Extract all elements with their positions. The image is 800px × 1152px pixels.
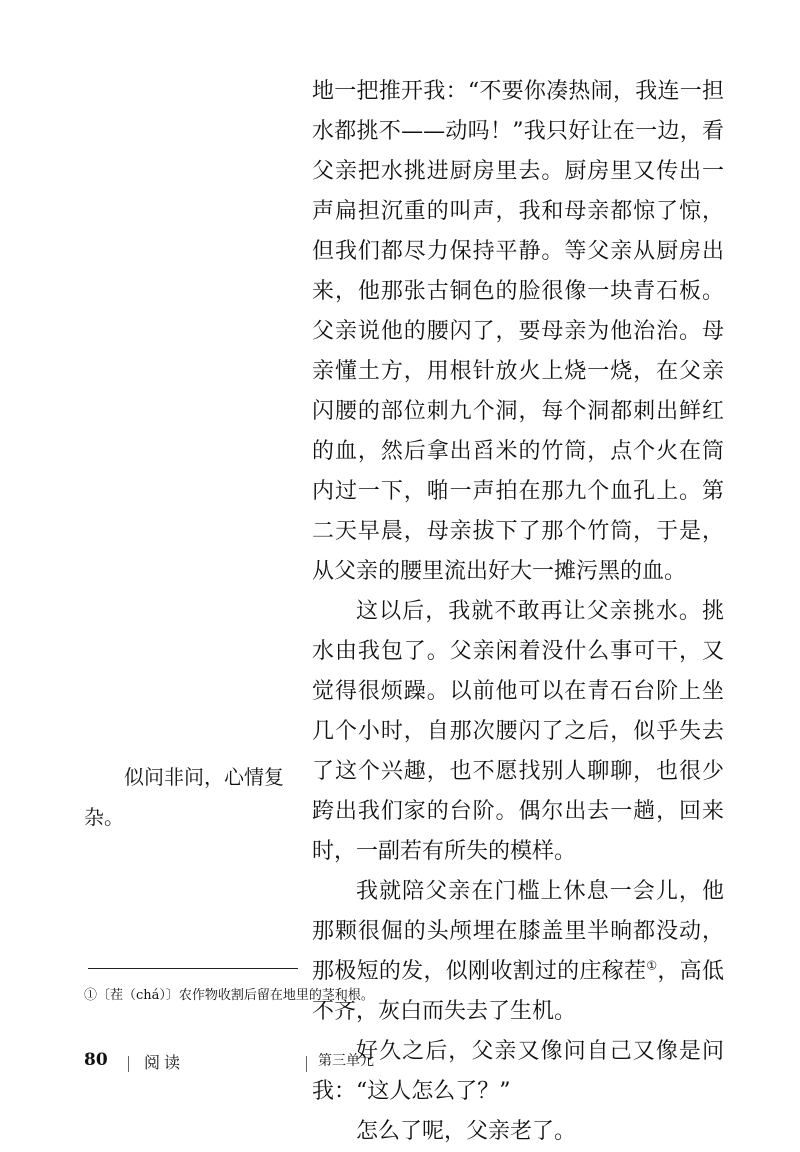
paragraph-4: 好久之后，父亲又像问自己又像是问我：“这人怎么了？” <box>312 1039 724 1104</box>
footnote: ①〔茬（chá）〕农作物收割后留在地里的茎和根。 <box>84 988 374 1003</box>
paragraph-3-text-b: ，高低不齐，灰白而失去了生机。 <box>312 959 724 1024</box>
margin-annotation <box>84 757 284 837</box>
page-number: 80 <box>84 1050 108 1070</box>
page-footer <box>0 1050 800 1080</box>
footer-separator <box>306 1056 307 1072</box>
unit-title: 第三单元 <box>318 1053 374 1069</box>
book-title: 阅读 <box>144 1053 185 1072</box>
paragraph-5: 怎么了呢，父亲老了。 <box>356 1119 577 1144</box>
paragraph-1: 地一把推开我：“不要你凑热闹，我连一担水都挑不——动吗！”我只好让在一边，看父亲把水挑进厨房里去。厨房里又传出一声扁担沉重的叫声，我和母亲都惊了惊，但我们都尽力保持平静。等父亲从厨房出来，他那张古铜色的脸很像一块青石板。父亲说他的腰闪了，要母亲为他治治。母亲懂土方，用根针放火上烧一烧，在父亲闪腰的部位刺九个洞，每个洞都刺出鲜红的血，然后拿出舀米的竹筒，点个火在筒内过一下，啪一声拍在那九个血孔上。第二天早晨，母亲拔下了那个竹筒，于是，从父亲的腰里流出好大一摊污黑的血。 <box>312 79 724 584</box>
footer-separator <box>128 1056 129 1072</box>
paragraph-2: 这以后，我就不敢再让父亲挑水。挑水由我包了。父亲闲着没什么事可干，又觉得很烦躁。以前他可以在青石台阶上坐几个小时，自那次腰闪了之后，似乎失去了这个兴趣，也不愿找别人聊聊，也很少跨出我们家的台阶。偶尔出去一趟，回来时，一副若有所失的模样。 <box>312 599 724 864</box>
margin-annotation-text: 似问非问，心情复杂。 <box>84 765 284 829</box>
paragraph-3 <box>312 872 724 1032</box>
footnote-reference[interactable]: ① <box>646 958 658 973</box>
paragraph-3-text-a: 我就陪父亲在门槛上休息一会儿，他那颗很倔的头颅埋在膝盖里半晌都没动，那极短的发，似刚收割过的庄稼茬 <box>312 879 724 984</box>
footnote-divider <box>88 968 298 969</box>
